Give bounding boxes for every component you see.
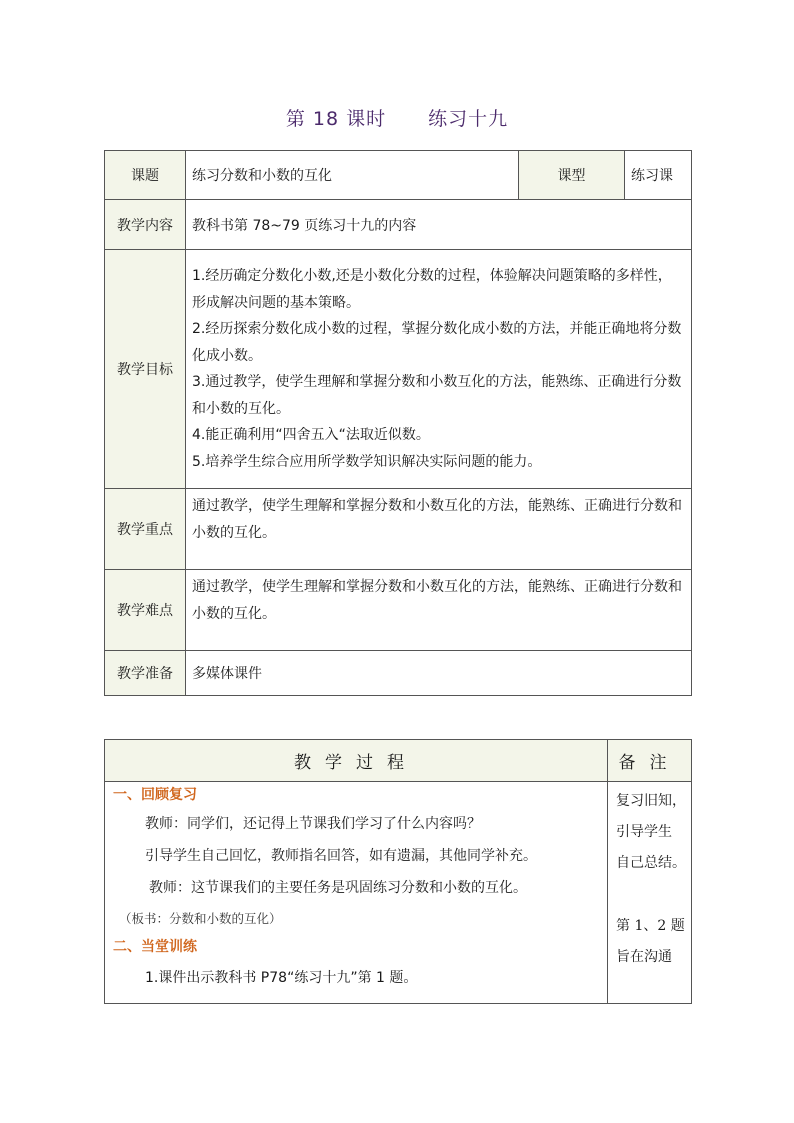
process-header-row	[105, 740, 692, 782]
goal-item: 4.能正确利用“四舍五入“法取近似数。	[192, 427, 430, 443]
content-label: 教学内容	[105, 200, 186, 250]
key-value: 通过教学，使学生理解和掌握分数和小数互化的方法，能熟练、正确进行分数和小数的互化。	[186, 489, 692, 570]
goal-item: 2.经历探索分数化成小数的过程，掌握分数化成小数的方法，并能正确地将分数化成小数。	[192, 321, 682, 364]
process-line: 教师：同学们，还记得上节课我们学习了什么内容吗？	[145, 816, 481, 832]
prep-row	[105, 651, 692, 696]
section-review: 一、回顾复习	[113, 787, 197, 803]
remarks-cell	[608, 782, 692, 1004]
difficulty-row	[105, 570, 692, 651]
key-row	[105, 489, 692, 570]
process-body-row	[105, 782, 692, 1004]
remark-line: 第 1、2 题	[616, 918, 685, 934]
lesson-info-table	[104, 150, 692, 696]
remark-line: 复习旧知，	[616, 793, 686, 809]
content-value: 教科书第 78~79 页练习十九的内容	[186, 200, 692, 250]
process-content	[105, 782, 608, 1004]
difficulty-label: 教学难点	[105, 570, 186, 651]
goals-row	[105, 250, 692, 489]
teaching-process-table	[104, 739, 692, 1004]
process-line: 引导学生自己回忆，教师指名回答，如有遗漏，其他同学补充。	[145, 848, 537, 864]
section-practice: 二、当堂训练	[113, 939, 197, 955]
goal-item: 3.通过教学，使学生理解和掌握分数和小数互化的方法，能熟练、正确进行分数和小数的互化。	[192, 374, 682, 417]
type-value: 练习课	[625, 151, 692, 200]
process-line: 1.课件出示教科书 P78“练习十九”第 1 题。	[145, 970, 418, 986]
remark-line: 引导学生	[616, 824, 672, 840]
remark-line: 旨在沟通	[616, 949, 672, 965]
lesson-name: 练习十九	[428, 108, 509, 130]
lesson-number: 第 18 课时	[285, 108, 387, 130]
topic-value: 练习分数和小数的互化	[186, 151, 519, 200]
prep-value: 多媒体课件	[186, 651, 692, 696]
topic-row	[105, 151, 692, 200]
note-header: 备注	[608, 740, 692, 782]
prep-label: 教学准备	[105, 651, 186, 696]
process-header: 教学过程	[105, 740, 608, 782]
goal-item: 5.培养学生综合应用所学数学知识解决实际问题的能力。	[192, 453, 542, 470]
goals-label: 教学目标	[105, 250, 186, 489]
page-title	[0, 104, 794, 131]
goals-list	[186, 250, 692, 489]
key-label: 教学重点	[105, 489, 186, 570]
process-line: 教师：这节课我们的主要任务是巩固练习分数和小数的互化。	[149, 880, 527, 896]
goal-item: 1.经历确定分数化小数,还是小数化分数的过程，体验解决问题策略的多样性，形成解决问题的基本策略。	[192, 268, 672, 311]
content-row	[105, 200, 692, 250]
board-note: （板书：分数和小数的互化）	[119, 911, 282, 926]
topic-label: 课题	[105, 151, 186, 200]
type-label: 课型	[519, 151, 625, 200]
remark-line: 自己总结。	[616, 855, 686, 871]
difficulty-value: 通过教学，使学生理解和掌握分数和小数互化的方法，能熟练、正确进行分数和小数的互化。	[186, 570, 692, 651]
